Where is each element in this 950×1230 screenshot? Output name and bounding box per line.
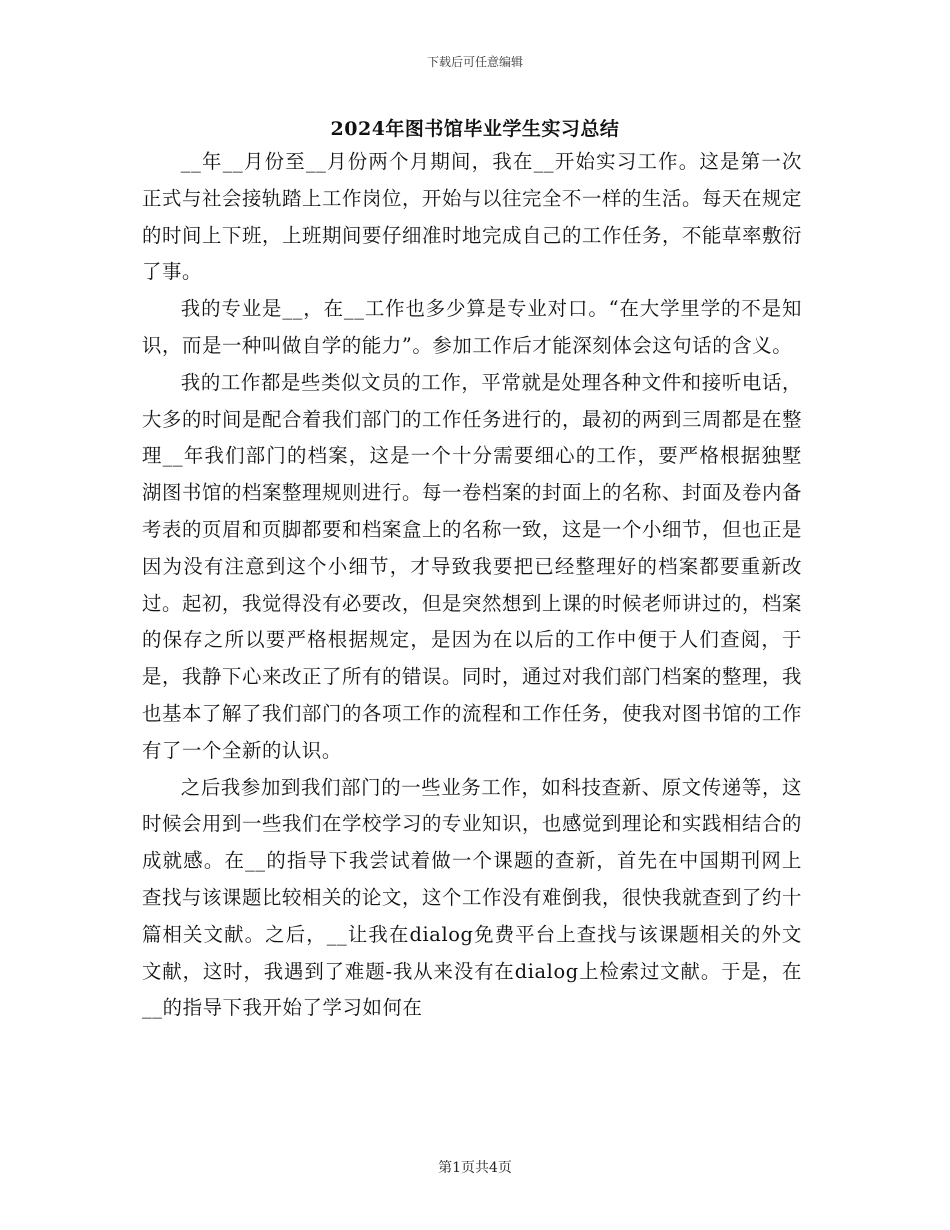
paragraph-2: 我的专业是__，在__工作也多少算是专业对口。“在大学里学的不是知识，而是一种叫做自学的能力”。参加工作后才能深刻体会这句话的含义。 xyxy=(142,297,802,357)
document-body xyxy=(142,144,802,1027)
page-header-note: 下载后可任意编辑 xyxy=(426,55,523,69)
paragraph-3: 我的工作都是些类似文员的工作，平常就是处理各种文件和接听电话，大多的时间是配合着我们部门的工作任务进行的，最初的两到三周都是在整理__年我们部门的档案，这是一个十分需要细心的工作，要严格根据独墅湖图书馆的档案整理规则进行。每一卷档案的封面上的名称、封面及卷内备考表的页眉和页脚都要和档案盒上的名称一致，这是一个小细节，但也正是因为没有注意到这个小细节，才导致我要把已经整理好的档案都要重新改过。起初，我觉得没有必要改，但是突然想到上课的时候老师讲过的，档案的保存之所以要严格根据规定，是因为在以后的工作中便于人们查阅，于是，我静下心来改正了所有的错误。同时，通过对我们部门档案的整理，我也基本了解了我们部门的各项工作的流程和工作任务，使我对图书馆的工作有了一个全新的认识。 xyxy=(142,370,802,762)
page-number: 第1页共4页 xyxy=(438,1160,512,1176)
paragraph-1: __年__月份至__月份两个月期间，我在__开始实习工作。这是第一次正式与社会接轨踏上工作岗位，开始与以往完全不一样的生活。每天在规定的时间上下班，上班期间要仔细准时地完成自己的工作任务，不能草率敷衍了事。 xyxy=(142,150,802,284)
document-title: 2024年图书馆毕业学生实习总结 xyxy=(330,118,620,140)
paragraph-4: 之后我参加到我们部门的一些业务工作，如科技查新、原文传递等，这时候会用到一些我们在学校学习的专业知识，也感觉到理论和实践相结合的成就感。在__的指导下我尝试着做一个课题的查新，首先在中国期刊网上查找与该课题比较相关的论文，这个工作没有难倒我，很快我就查到了约十篇相关文献。之后，__让我在dialog免费平台上查找与该课题相关的外文文献，这时，我遇到了难题-我从来没有在dialog上检索过文献。于是，在__的指导下我开始了学习如何在 xyxy=(142,775,802,1020)
